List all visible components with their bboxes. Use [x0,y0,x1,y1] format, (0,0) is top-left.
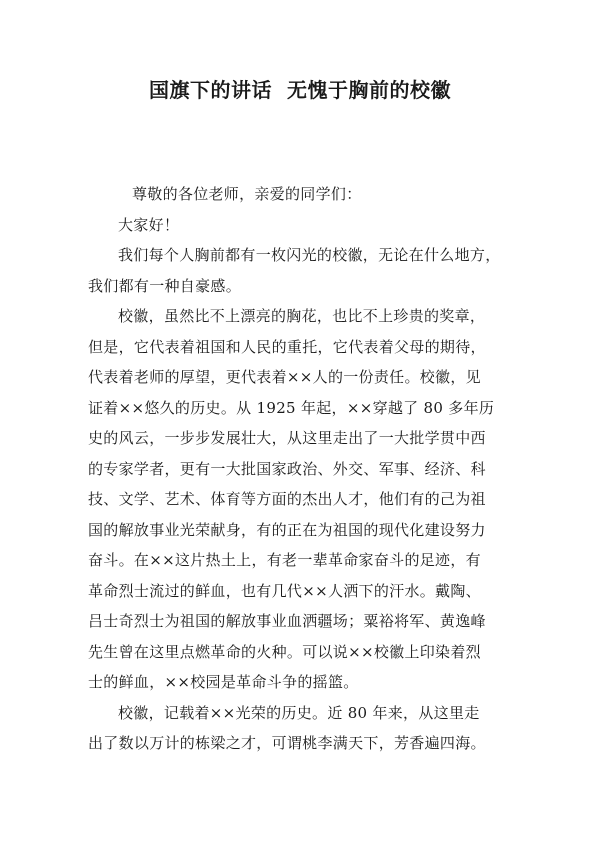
paragraph-1 [88,240,518,301]
paragraph-3 [88,698,518,759]
salutation: 尊敬的各位老师，亲爱的同学们： [132,185,362,203]
text-line: 我们都有一种自豪感。 [88,276,242,295]
greeting: 大家好！ [118,215,180,234]
text-line: 出了数以万计的栋梁之才，可谓桃李满天下，芳香遍四海。 [88,734,486,752]
text-line: 技、文学、艺术、体育等方面的杰出人才，他们有的己为祖 [88,490,486,508]
text-line: 的专家学者，更有一大批国家政治、外交、军事、经济、科 [88,459,486,478]
text-line: 国的解放事业光荣献身，有的正在为祖国的现代化建设努力 [88,520,486,539]
text-line: 吕士奇烈士为祖国的解放事业血洒疆场；粟裕将军、黄逸峰 [88,612,486,630]
text-line: 代表着老师的厚望，更代表着××人的一份责任。校徽，见 [88,368,481,386]
paragraph-2 [88,301,518,698]
text-line: 证着××悠久的历史。从 1925 年起，××穿越了 80 多年历 [88,398,495,417]
text-line: 校徽，记载着××光荣的历史。近 80 年来，从这里走 [118,703,480,722]
text-line: 但是，它代表着祖国和人民的重托，它代表着父母的期待， [88,337,486,356]
text-line: 士的鲜血，××校园是革命斗争的摇篮。 [88,673,359,691]
text-line: 奋斗。在××这片热土上，有老一辈革命家奋斗的足迹，有 [88,551,481,569]
text-line: 史的风云，一步步发展壮大，从这里走出了一大批学贯中西 [88,429,486,447]
document-title: 国旗下的讲话 无愧于胸前的校徽 [149,78,451,102]
text-line: 我们每个人胸前都有一枚闪光的校徽，无论在什么地方， [118,246,501,264]
text-line: 先生曾在这里点燃革命的火种。可以说××校徽上印染着烈 [88,642,481,661]
text-line: 革命烈士流过的鲜血，也有几代××人洒下的汗水。戴陶、 [88,581,481,600]
document-body [88,179,518,759]
text-line: 校徽，虽然比不上漂亮的胸花，也比不上珍贵的奖章， [118,307,486,325]
